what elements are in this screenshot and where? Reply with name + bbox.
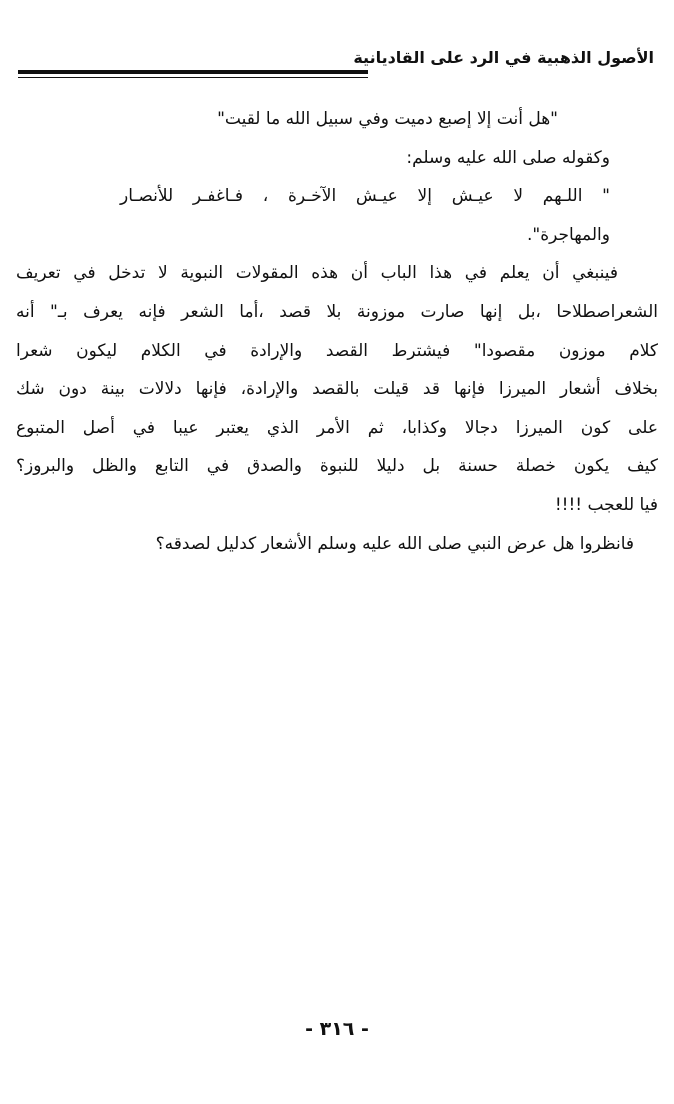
header-rule-thick — [18, 70, 368, 74]
header-rule-thin — [18, 77, 368, 78]
page-number: - ٣١٦ - — [305, 1018, 369, 1040]
text-line: وكقوله صلى الله عليه وسلم: — [406, 147, 610, 168]
text-line: "هل أنت إلا إصبع دميت وفي سبيل الله ما لقيت" — [217, 109, 558, 129]
running-header-title: الأصول الذهبية في الرد على القاديانية — [353, 48, 654, 67]
text-line: فينبغي أن يعلم في هذا الباب أن هذه المقولات النبوية لا تدخل في تعريف — [16, 263, 618, 284]
text-line: والمهاجرة". — [527, 224, 610, 245]
page-body — [16, 100, 658, 563]
text-line: " اللـهم لا عيـش إلا عيـش الآخـرة ، فـاغفـر للأنصـار — [120, 186, 610, 207]
text-line: الشعراصطلاحا ،بل إنها صارت موزونة بلا قصد ،أما الشعر فإنه يعرف بـ" أنه — [16, 301, 658, 322]
text-line: على كون الميرزا دجالا وكذابا، ثم الأمر الذي يعتبر عيبا في أصل المتبوع — [16, 417, 658, 438]
text-line: فانظروا هل عرض النبي صلى الله عليه وسلم الأشعار كدليل لصدقه؟ — [155, 533, 634, 554]
text-line: فيا للعجب !!!! — [554, 494, 658, 515]
text-line: كيف يكون خصلة حسنة بل دليلا للنبوة والصدق في التابع والظل والبروز؟ — [16, 456, 658, 477]
text-line: كلام موزون مقصودا" فيشترط القصد والإرادة في الكلام ليكون شعرا — [16, 340, 658, 361]
text-line: بخلاف أشعار الميرزا فإنها قد قيلت بالقصد والإرادة، فإنها دلالات بينة دون شك — [16, 379, 658, 400]
